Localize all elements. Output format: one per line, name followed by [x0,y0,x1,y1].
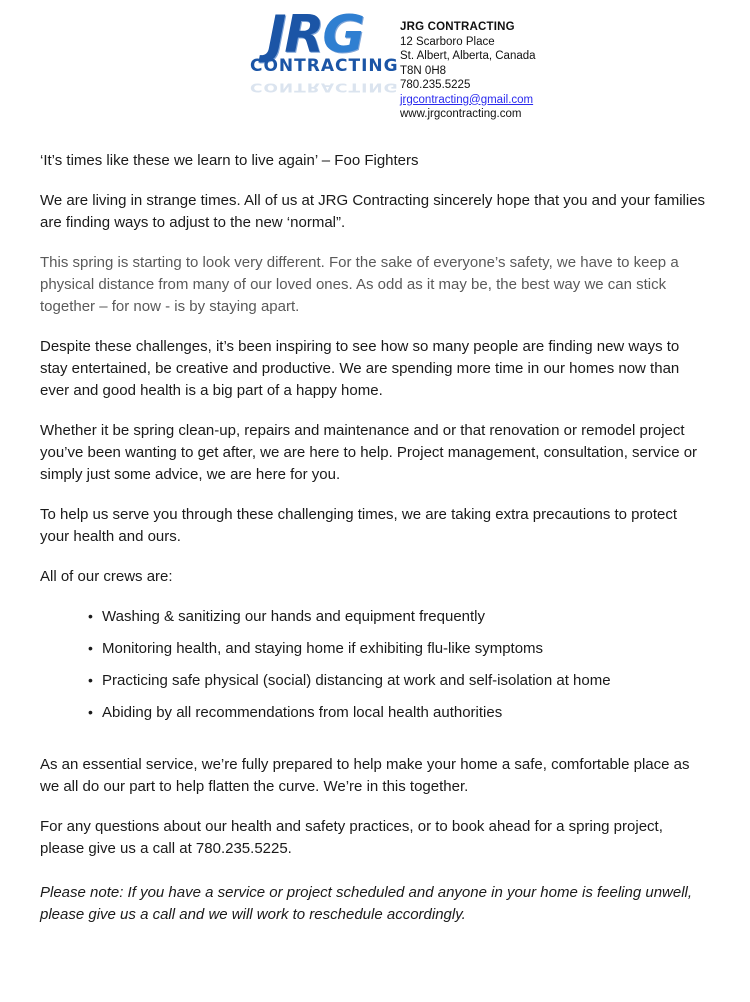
paragraph-3: Despite these challenges, it’s been inspiring to see how so many people are finding new ways to stay entertained, be creative and productive. We are spending more time in our homes now than ever and good health is a big part of a happy home. [40,338,680,399]
company-website: www.jrgcontracting.com [400,108,522,120]
crews-intro: All of our crews are: [40,568,173,585]
list-item: • Washing & sanitizing our hands and equipment frequently [88,606,710,628]
please-note: Please note: If you have a service or project scheduled and anyone in your home is feeling unwell, please give us a call and we will work to reschedule accordingly. [40,884,693,923]
paragraph-2: This spring is starting to look very different. For the sake of everyone’s safety, we have to keep a physical distance from many of our loved ones. As odd as it may be, the best way we can stick together – for now - is by staying apart. [40,254,679,315]
opening-quote: ‘It’s times like these we learn to live again’ – Foo Fighters [40,152,419,169]
letterhead [0,0,750,150]
company-address-line-2: St. Albert, Alberta, Canada [400,50,536,62]
list-item: • Abiding by all recommendations from local health authorities [88,702,710,724]
company-logo [250,5,399,97]
company-name: JRG CONTRACTING [400,21,515,33]
precaution-list [40,606,710,724]
paragraph-4: Whether it be spring clean-up, repairs and maintenance and or that renovation or remodel project you’ve been wanting to get after, we are here to help. Project management, consultation, service or simply just some advice, we are here for you. [40,422,698,483]
logo-subtext: CONTRACTING [250,56,399,76]
logo-wordmark [250,5,380,65]
closing-paragraph-1: As an essential service, we’re fully prepared to help make your home a safe, comfortable place as we all do our part to help flatten the curve. We’re in this together. [40,756,690,795]
list-item: • Monitoring health, and staying home if exhibiting flu-like symptoms [88,638,710,660]
company-postal-code: T8N 0H8 [400,64,447,77]
closing-paragraph-2: For any questions about our health and safety practices, or to book ahead for a spring project, please give us a call at 780.235.5225. [40,818,663,857]
logo-jr-text: JR [266,5,323,65]
company-contact-block [400,20,536,122]
logo-reflection-text: CONTRACTING [250,79,399,95]
letter-body [0,150,750,926]
logo-g-text: G [322,5,364,65]
company-address-line-1: 12 Scarboro Place [400,35,495,48]
company-phone: 780.235.5225 [400,79,471,91]
paragraph-1: We are living in strange times. All of us at JRG Contracting sincerely hope that you and your families are finding ways to adjust to the new ‘normal”. [40,192,706,231]
list-item: • Practicing safe physical (social) distancing at work and self-isolation at home [88,670,710,692]
paragraph-5: To help us serve you through these challenging times, we are taking extra precautions to protect your health and ours. [40,506,678,545]
company-email-link[interactable]: jrgcontracting@gmail.com [400,93,534,106]
